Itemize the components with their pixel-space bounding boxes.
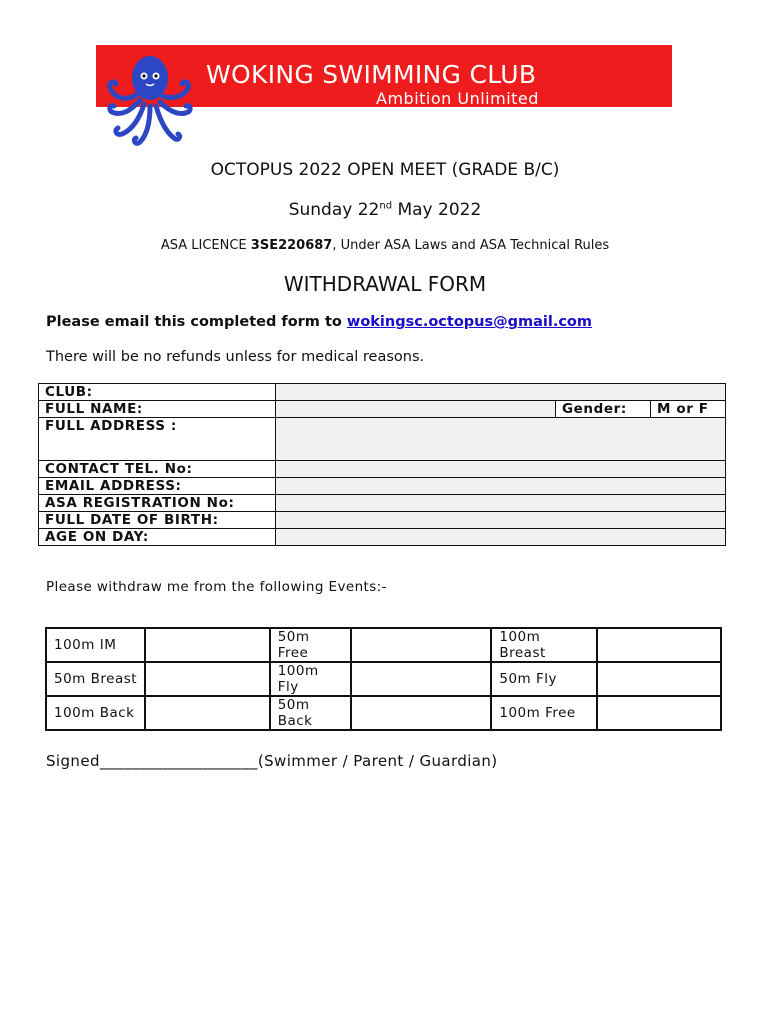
contact-tel-field[interactable] <box>276 461 726 478</box>
full-name-label: FULL NAME: <box>39 401 276 418</box>
gender-field[interactable]: M or F <box>651 401 726 418</box>
asa-registration-label: ASA REGISTRATION No: <box>39 495 276 512</box>
event-label: 100m Fly <box>270 662 352 696</box>
event-label: 100m Breast <box>491 628 596 662</box>
club-field[interactable] <box>276 384 726 401</box>
event-checkbox[interactable] <box>351 662 491 696</box>
event-checkbox[interactable] <box>145 628 269 662</box>
email-address-label: EMAIL ADDRESS: <box>39 478 276 495</box>
event-label: 100m Back <box>46 696 145 730</box>
date-of-birth-label: FULL DATE OF BIRTH: <box>39 512 276 529</box>
email-address-field[interactable] <box>276 478 726 495</box>
gender-label: Gender: <box>556 401 651 418</box>
octopus-logo-icon <box>100 50 200 146</box>
club-name: WOKING SWIMMING CLUB <box>206 60 537 89</box>
events-table <box>45 627 722 731</box>
event-label: 50m Free <box>270 628 352 662</box>
email-instruction: Please email this completed form to wokingsc.octopus@gmail.com <box>46 314 592 330</box>
full-address-label: FULL ADDRESS : <box>39 418 276 461</box>
meet-title: OCTOPUS 2022 OPEN MEET (GRADE B/C) <box>210 160 560 180</box>
full-address-field[interactable] <box>276 418 726 461</box>
event-checkbox[interactable] <box>145 696 269 730</box>
event-label: 50m Fly <box>491 662 596 696</box>
withdraw-intro: Please withdraw me from the following Events:- <box>46 579 387 595</box>
event-checkbox[interactable] <box>351 628 491 662</box>
licence-line: ASA LICENCE 3SE220687, Under ASA Laws and ASA Technical Rules <box>160 238 610 253</box>
refund-note: There will be no refunds unless for medical reasons. <box>46 349 425 365</box>
event-row <box>46 628 721 662</box>
club-label: CLUB: <box>39 384 276 401</box>
details-table <box>38 383 726 546</box>
event-label: 50m Breast <box>46 662 145 696</box>
age-on-day-field[interactable] <box>276 529 726 546</box>
event-checkbox[interactable] <box>597 696 721 730</box>
form-title: WITHDRAWAL FORM <box>283 272 487 296</box>
asa-registration-field[interactable] <box>276 495 726 512</box>
event-row <box>46 696 721 730</box>
contact-tel-label: CONTACT TEL. No: <box>39 461 276 478</box>
event-row <box>46 662 721 696</box>
club-tagline: Ambition Unlimited <box>376 89 539 108</box>
signature-line[interactable]: Signed____________________(Swimmer / Parent / Guardian) <box>46 752 498 770</box>
date-of-birth-field[interactable] <box>276 512 726 529</box>
age-on-day-label: AGE ON DAY: <box>39 529 276 546</box>
event-checkbox[interactable] <box>597 628 721 662</box>
event-label: 50m Back <box>270 696 352 730</box>
event-checkbox[interactable] <box>351 696 491 730</box>
event-label: 100m IM <box>46 628 145 662</box>
meet-date: Sunday 22nd May 2022 <box>288 200 482 220</box>
full-name-field[interactable] <box>276 401 556 418</box>
event-checkbox[interactable] <box>145 662 269 696</box>
event-label: 100m Free <box>491 696 596 730</box>
event-checkbox[interactable] <box>597 662 721 696</box>
email-link[interactable]: wokingsc.octopus@gmail.com <box>346 314 592 330</box>
